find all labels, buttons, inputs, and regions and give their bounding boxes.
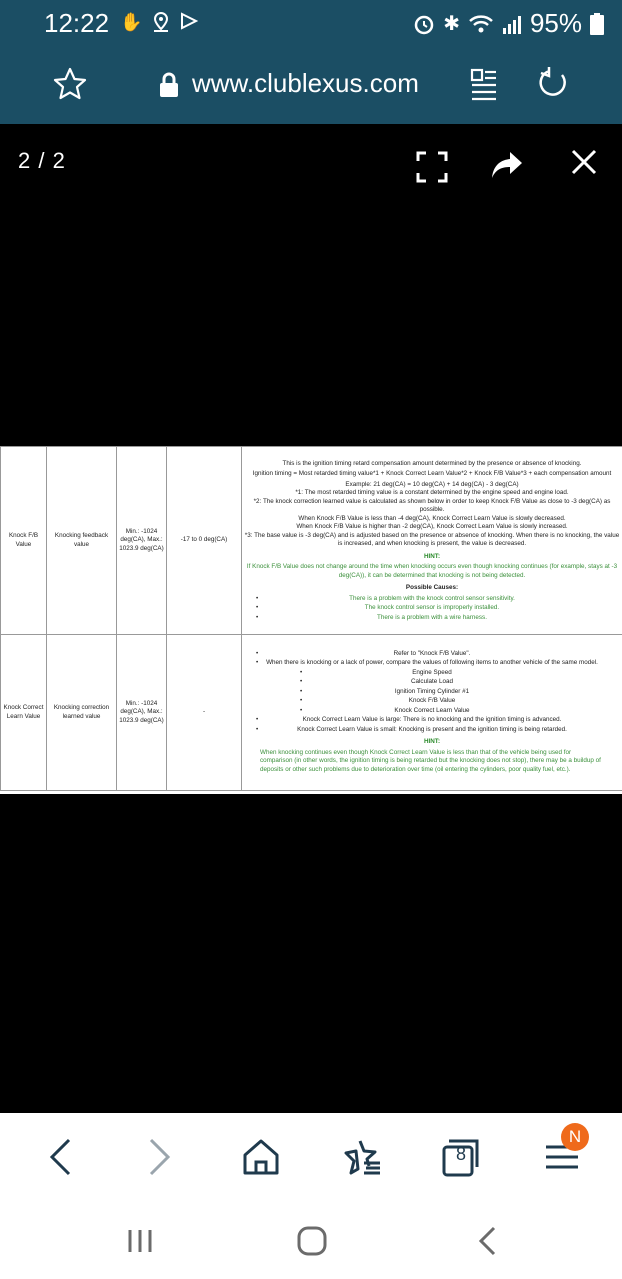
bookmark-star-icon[interactable] (52, 66, 88, 102)
notes-note2: *2: The knock correction learned value is calculated as shown below in order to keep Knock F/B Value as close to -3 deg(CA) as possible. (253, 497, 611, 514)
notes-note1: *1: The most retarded timing value is a constant determined by the engine speed and engine load. (295, 489, 569, 497)
back-nav-icon[interactable] (476, 1225, 500, 1257)
hint-text: When knocking continues even though Knock Correct Learn Value is less than that of the vehicle being used for comparison (in other words, the ignition timing is being retarded but the knocking does not stop), there may be a buildup of deposits or other such problems due to deterioration over time (oil entering the cylinders, poor quality fuel, etc.). (260, 748, 601, 773)
item-range-cell: Min.: -1024 deg(CA), Max.: 1023.9 deg(CA) (117, 447, 167, 635)
notes-example: Example: 21 deg(CA) = 10 deg(CA) + 14 deg(CA) - 3 deg(CA) (345, 480, 519, 488)
wifi-icon (468, 14, 494, 34)
data-list-table (0, 446, 622, 791)
list-item: • There is a problem with a wire harness. (244, 614, 620, 623)
home-button[interactable] (237, 1133, 285, 1181)
possible-causes-label: Possible Causes: (405, 584, 459, 592)
causes-list (244, 595, 620, 623)
list-item: • Knock Correct Learn Value (244, 707, 620, 716)
signal-icon (502, 14, 522, 34)
battery-icon (590, 13, 604, 35)
item-normal-cell: -17 to 0 deg(CA) (167, 447, 242, 635)
item-notes-cell (242, 447, 622, 635)
url-bar (0, 48, 622, 124)
list-item: • Ignition Timing Cylinder #1 (244, 688, 620, 697)
notes-formula: Ignition timing = Most retarded timing value*1 + Knock Correct Learn Value*2 + Knock F/B Value*3 + each compensation amount (252, 470, 612, 478)
notes-note2a: When Knock F/B Value is less than -4 deg(CA), Knock Correct Learn Value is slowly decreased. (298, 514, 566, 522)
recent-apps-icon[interactable] (126, 1227, 154, 1255)
url-text[interactable]: www.clublexus.com (192, 68, 419, 98)
list-item: • Knock Correct Learn Value is small: Knocking is present and the ignition timing is being retarded. (244, 726, 620, 735)
bluetooth-icon: ✱ (443, 13, 460, 35)
bookmarks-icon (342, 1137, 382, 1177)
back-button[interactable] (36, 1133, 84, 1181)
document-image[interactable] (0, 446, 622, 794)
hand-icon: ✋ (120, 12, 143, 32)
list-item: • Calculate Load (244, 678, 620, 687)
home-icon (241, 1137, 281, 1177)
notification-badge: N (561, 1123, 589, 1151)
hint-label: HINT: (423, 738, 441, 746)
value-meaning-list (244, 716, 620, 734)
forward-button[interactable] (136, 1133, 184, 1181)
list-item: • When there is knocking or a lack of power, compare the values of following items to another vehicle of the same model. (244, 659, 620, 668)
tab-count: 8 (455, 1144, 466, 1164)
flipboard-icon (180, 12, 198, 30)
item-description-cell: Knocking correction learned value (47, 635, 117, 791)
item-normal-cell: - (167, 635, 242, 791)
alarm-icon (413, 13, 435, 35)
hint-label: HINT: (423, 552, 441, 560)
table-row (1, 447, 622, 635)
item-name-cell: Knock F/B Value (1, 447, 47, 635)
bookmarks-button[interactable] (338, 1133, 386, 1181)
status-time: 12:22 (44, 8, 110, 38)
share-icon[interactable] (490, 148, 524, 182)
list-item: • The knock control sensor is improperly installed. (244, 604, 620, 613)
list-item: • Engine Speed (244, 669, 620, 678)
home-nav-icon[interactable] (296, 1225, 328, 1257)
system-navigation-bar (0, 1209, 622, 1279)
reader-mode-icon[interactable] (470, 68, 498, 102)
notes-list (244, 650, 620, 668)
item-range-cell: Min.: -1024 deg(CA), Max.: 1023.9 deg(CA) (117, 635, 167, 791)
list-item: • Knock Correct Learn Value is large: There is no knocking and the ignition timing is advanced. (244, 716, 620, 725)
notes-intro: This is the ignition timing retard compensation amount determined by the presence or absence of knocking. (282, 459, 582, 467)
list-item: • Knock F/B Value (244, 697, 620, 706)
fullscreen-icon[interactable] (416, 151, 448, 183)
lock-icon (158, 72, 180, 98)
status-system-icons (413, 8, 604, 39)
notes-note2b: When Knock F/B Value is higher than -2 deg(CA), Knock Correct Learn Value is slowly increased. (296, 523, 568, 531)
chevron-left-icon (47, 1137, 73, 1177)
image-counter: 2 / 2 (18, 148, 66, 173)
image-viewer-header (0, 124, 622, 204)
status-bar (0, 0, 622, 48)
list-item: • Refer to "Knock F/B Value". (244, 650, 620, 659)
table-row (1, 635, 622, 791)
browser-bottom-bar (0, 1113, 622, 1209)
location-icon (152, 12, 170, 32)
notes-note3: *3: The base value is -3 deg(CA) and is adjusted based on the presence or absence of knocking. When there is no knocking, the value is increased, and when knocking is present, the value is decreased. (244, 531, 620, 548)
list-item: • There is a problem with the knock control sensor sensitivity. (244, 595, 620, 604)
item-name-cell: Knock Correct Learn Value (1, 635, 47, 791)
hint-text: If Knock F/B Value does not change around the time when knocking occurs even though knocking continues (for example, stays at -3 deg(CA)), it can be determined that knocking is not being detected. (246, 563, 618, 579)
status-notification-icons (120, 12, 198, 33)
reload-icon[interactable] (536, 66, 570, 100)
item-notes-cell (242, 635, 622, 791)
close-icon[interactable] (570, 148, 598, 176)
battery-percent: 95% (529, 8, 582, 38)
chevron-right-icon (147, 1137, 173, 1177)
compare-items-list (244, 669, 620, 716)
item-description-cell: Knocking feedback value (47, 447, 117, 635)
